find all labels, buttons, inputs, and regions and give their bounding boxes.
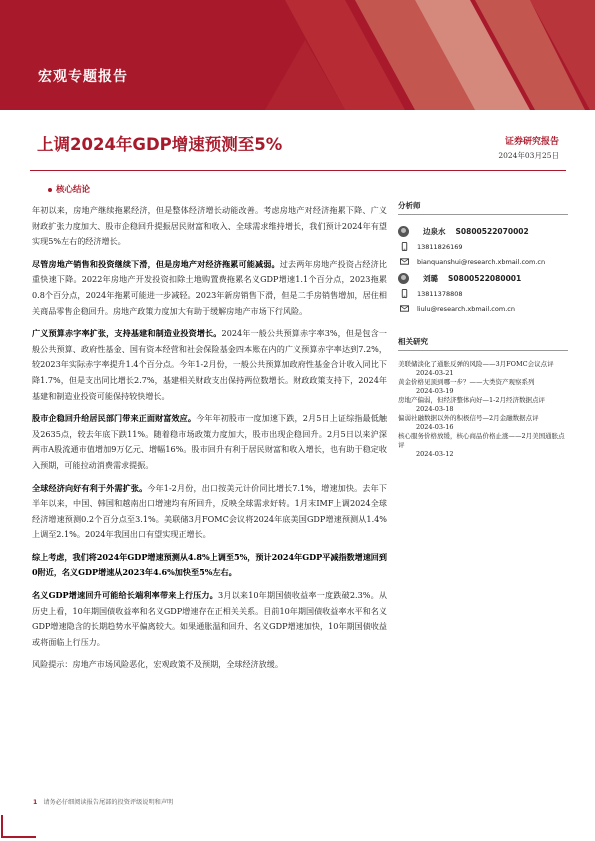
analyst-email[interactable]: liulu@research.xbmail.com.cn	[398, 301, 568, 316]
avatar-icon	[398, 273, 409, 284]
related-item[interactable]: 房地产偏弱，但经济整体向好—1-2月经济数据点评 2024-03-18	[398, 396, 545, 413]
analyst-sac: S0800522080001	[448, 274, 522, 283]
mail-icon	[400, 304, 409, 313]
analyst-row	[398, 224, 568, 239]
mail-icon	[400, 257, 409, 266]
main-content	[32, 203, 387, 680]
related-item[interactable]: 核心服务价格放缓，核心商品价格止涨——2月美国通胀点评 2024-03-12	[398, 432, 565, 458]
page-number: 1	[33, 799, 38, 806]
paragraph: 广义预算赤字率扩张，支持基建和制造业投资增长。2024年一般公共预算赤字率3%，但是包含一般公共预算、政府性基金、国有资本经营和社会保险基金四本账在内的广义预算赤字率达到7.2%，较2023年实际赤字率提升1.4个百分点。今年1-2月份，一般公共预算加政府性基金合计收入同比下降1.7%，但是支出同比增长2.7%，基建相关财政支出保持两位数增长。财政政策支持下，2024年基建和制造业投资可能保持较快增长。	[32, 328, 387, 401]
avatar-icon	[398, 226, 409, 237]
related-item[interactable]: 美联储淡化了通胀反弹的风险——3月FOMC会议点评 2024-03-21	[398, 360, 554, 377]
related-item[interactable]: 黄金价格见顶到哪一步？——大类资产观察系列 2024-03-19	[398, 378, 535, 395]
summary-heading: 核心结论	[48, 183, 90, 195]
risk-warning: 风险提示：房地产市场风险恶化，宏观政策不及预期，全球经济放缓。	[32, 659, 283, 670]
analyst-name: 边泉水	[423, 227, 446, 236]
banner-decoration	[265, 0, 595, 110]
analyst-sac: S0800522070002	[455, 227, 529, 236]
paragraph: 综上考虑，我们将2024年GDP增速预测从4.8%上调至5%，预计2024年GDP平减指数增速回到0附近，名义GDP增速从2023年4.6%加快至5%左右。	[32, 551, 387, 578]
related-heading: 相关研究	[398, 336, 568, 351]
corner-decoration	[0, 815, 36, 841]
analyst-email[interactable]: bianquanshui@research.xbmail.com.cn	[398, 254, 568, 269]
paragraph: 股市企稳回升给居民部门带来正面财富效应。今年年初股市一度加速下跌，2月5日上证综指最低触及2635点，较去年底下跌11%。随着稳市场政策力度加大，股市出现企稳回升。2月5日以来沪深两市A股流通市值增加9万亿元、增幅16%。股市回升有利于居民财富和收入增长，也有助于稳定收入预期，可能拉动消费需求提振。	[32, 413, 387, 470]
paragraph: 名义GDP增速回升可能给长端利率带来上行压力。3月以来10年期国债收益率一度跌破2.3%。从历史上看，10年期国债收益率和名义GDP增速存在正相关关系。目前10年期国债收益率水平和名义GDP增速隐含的长期趋势水平偏离较大。如果通胀温和回升、名义GDP增速加快，10年期国债收益或将面临上行压力。	[32, 590, 387, 647]
header-banner	[0, 0, 595, 110]
paragraph: 年初以来，房地产继续拖累经济，但是整体经济增长动能改善。考虑房地产对经济拖累下降、广义财政扩张力度加大、股市企稳回升提振居民财富和收入、全球需求维持增长，我们预计2024年有望实现5%左右的经济增长。	[32, 205, 387, 247]
report-date: 2024年03月25日	[498, 151, 559, 160]
analysts-heading: 分析师	[398, 200, 568, 215]
paragraph: 尽管房地产销售和投资继续下滑，但是房地产对经济拖累可能减弱。过去两年房地产投资占经济比重快速下降。2022年房地产开发投资扣除土地购置费拖累名义GDP增速1.1个百分点，2023拖累0.8个百分点，2024年拖累可能进一步减轻。2023年新房销售下滑，但是二手房销售增加，居住相关商品零售企稳回升。房地产政策力度加大有助于缓解房地产市场下行风险。	[32, 258, 387, 316]
firm-label: 证券研究报告	[504, 137, 559, 147]
disclaimer-text: 请务必仔细阅读报告尾部的投资评级说明和声明	[43, 799, 174, 806]
related-item[interactable]: 偏弱社融数据以外的积极信号—2月金融数据点评 2024-03-16	[398, 414, 539, 431]
page-title: 上调2024年GDP增速预测至5%	[37, 135, 283, 154]
analyst-row	[398, 271, 568, 286]
phone-icon	[400, 242, 409, 251]
report-type-label: 宏观专题报告	[38, 69, 128, 85]
sidebar	[398, 200, 568, 459]
header-rule	[30, 170, 566, 171]
bullet-icon	[48, 188, 52, 192]
phone-icon	[400, 289, 409, 298]
footer	[33, 797, 173, 806]
paragraph: 全球经济向好有利于外需扩张。今年1-2月份，出口按美元计价同比增长7.1%，增速加快。去年下半年以来，中国、韩国和越南出口增速均有所回升，反映全球需求好转。1月末IMF上调2024全球经济增速预测0.2个百分点至3.1%。美联储3月FOMC会议将2024年底美国GDP增速预测从1.4%上调至2.1%。2024年我国出口有望实现正增长。	[32, 482, 387, 540]
analyst-name: 刘璐	[423, 274, 438, 283]
analyst-phone: 13811826169	[398, 239, 568, 254]
analyst-phone: 13811378808	[398, 286, 568, 301]
